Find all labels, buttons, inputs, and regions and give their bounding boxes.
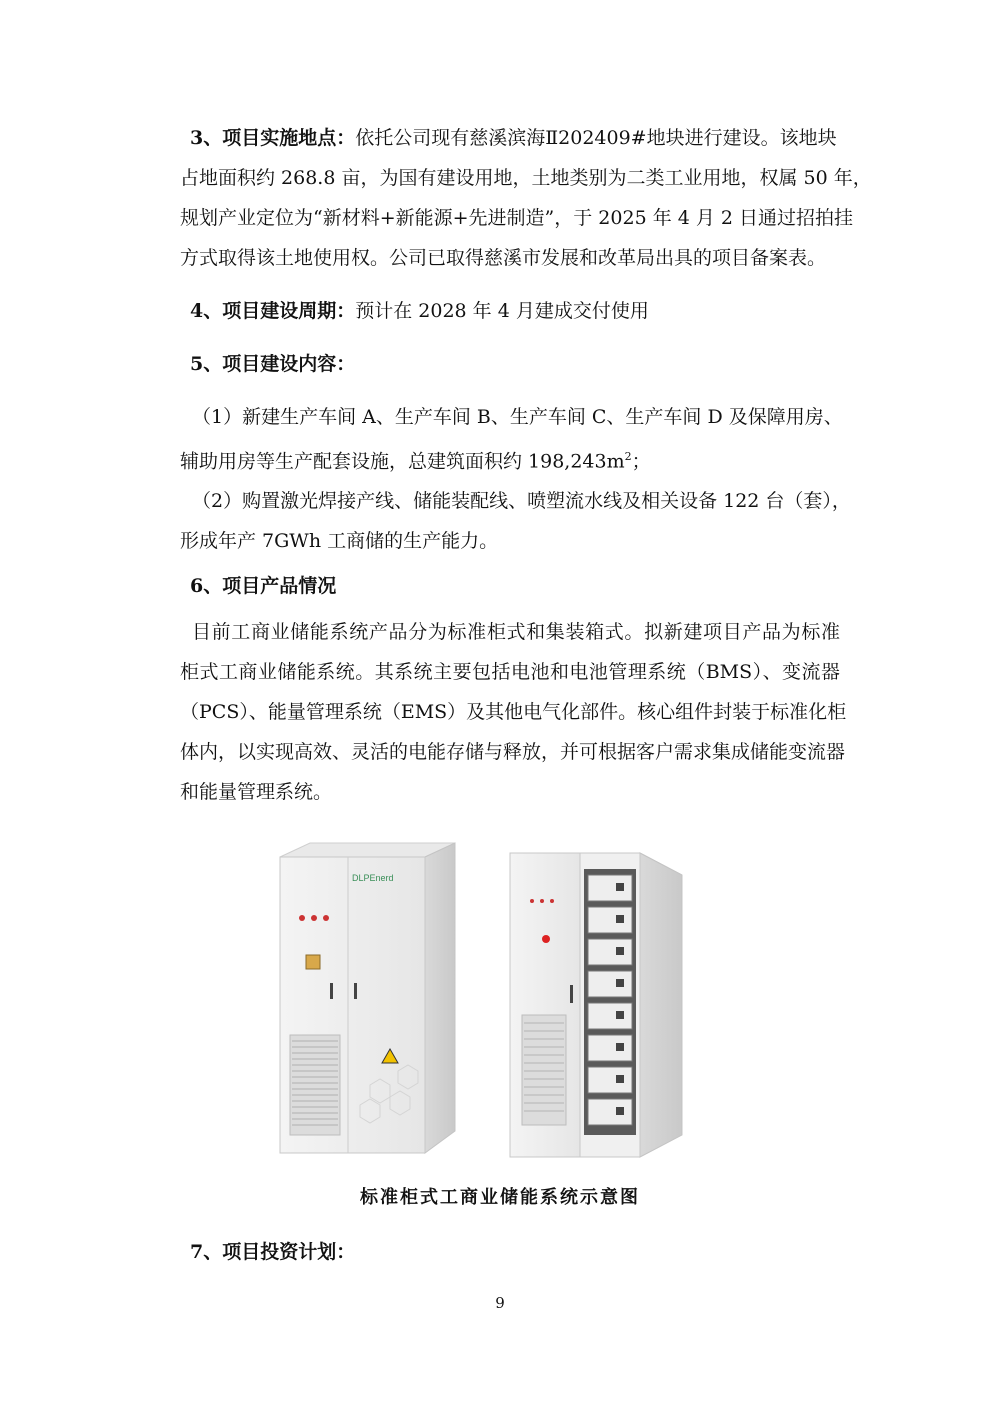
section-5-item-2-line-1: （2）购置激光焊接产线、储能装配线、喷塑流水线及相关设备 122 台（套），: [192, 490, 851, 513]
section-7-heading: [190, 1232, 355, 1272]
section-3-text-1: 依托公司现有慈溪滨海Ⅱ202409#地块进行建设。该地块: [355, 127, 837, 149]
section-5-item-2-line-2: 形成年产 7GWh 工商储的生产能力。: [180, 530, 499, 553]
section-3-line-4: 方式取得该土地使用权。公司已取得慈溪市发展和改革局出具的项目备案表。: [180, 247, 827, 269]
section-6-heading: [190, 566, 336, 606]
superscript-2: 2: [624, 450, 632, 463]
section-5-item-1-line-1: （1）新建生产车间 A、生产车间 B、生产车间 C、生产车间 D 及保障用房、: [192, 406, 843, 428]
section-5-items: [180, 397, 851, 561]
section-4: [190, 291, 649, 331]
section-3: [180, 118, 872, 278]
page-number: 9: [495, 1294, 505, 1312]
open-cabinet: [510, 853, 682, 1157]
section-5-item-1-end: ；: [631, 450, 651, 473]
section-3-line-2: 占地面积约 268.8 亩，为国有建设用地，土地类别为二类工业用地，权属 50 年，: [180, 167, 872, 189]
section-6-line-2: 柜式工商业储能系统。其系统主要包括电池和电池管理系统（BMS）、变流器: [180, 661, 840, 683]
section-4-label: 4、项目建设周期：: [190, 300, 356, 322]
cabinet-illustration: [270, 835, 700, 1165]
section-6-body: [180, 612, 847, 812]
section-6-line-4: 体内，以实现高效、灵活的电能存储与释放，并可根据客户需求集成储能变流器: [180, 741, 846, 763]
section-6-label: 6、项目产品情况: [190, 575, 337, 597]
section-3-line-3: 规划产业定位为“新材料+新能源+先进制造”，于 2025 年 4 月 2 日通过招拍挂: [180, 207, 854, 229]
section-5-heading: [190, 344, 355, 384]
section-3-label: 3、项目实施地点：: [190, 127, 356, 149]
section-6-line-3: （PCS）、能量管理系统（EMS）及其他电气化部件。核心组件封装于标准化柜: [180, 701, 847, 723]
section-6-line-5: 和能量管理系统。: [180, 781, 333, 803]
section-5-item-1-line-2: [180, 437, 840, 481]
figure-caption: 标准柜式工商业储能系统示意图: [360, 1187, 640, 1208]
closed-cabinet: [280, 843, 455, 1153]
section-3-line-1: [190, 118, 837, 158]
section-5-label: 5、项目建设内容：: [190, 353, 356, 375]
energy-storage-cabinet-figure: [270, 835, 700, 1165]
section-4-text: 预计在 2028 年 4 月建成交付使用: [355, 300, 649, 322]
section-5-item-1-text: 辅助用房等生产配套设施，总建筑面积约 198,243m: [180, 450, 625, 473]
section-7-label: 7、项目投资计划：: [190, 1241, 356, 1263]
cabinet-logo: DLPEnerd: [352, 873, 394, 883]
section-6-line-1: 目前工商业储能系统产品分为标准柜式和集装箱式。拟新建项目产品为标准: [192, 621, 840, 643]
